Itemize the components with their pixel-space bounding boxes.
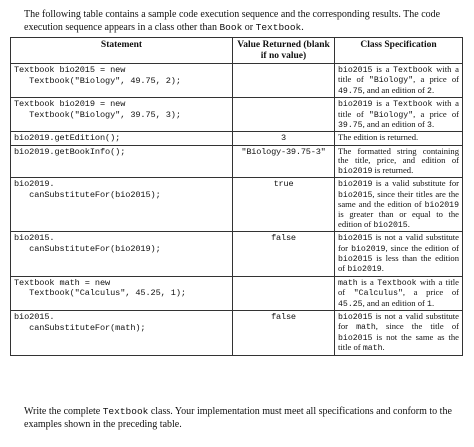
value-returned-cell: [233, 98, 335, 132]
execution-table: [10, 37, 463, 356]
instruction-paragraph: [24, 406, 456, 431]
spec-code: 1: [427, 299, 432, 309]
specification-cell: [335, 98, 463, 132]
spec-text: , a price of: [413, 108, 459, 119]
spec-text: , and an edition of: [362, 84, 428, 95]
intro-text-1: The following table contains a sample code execution sequence and the corresponding results. The code execution sequence appears in a class other than: [24, 9, 441, 33]
spec-text: , since the title of: [375, 321, 459, 332]
outro-code-textbook: Textbook: [102, 406, 149, 417]
intro-text-2: or: [242, 21, 256, 33]
spec-code: bio2015: [338, 190, 373, 200]
table-row: [11, 64, 463, 98]
table-row: [11, 276, 463, 310]
value-returned-cell: 3: [233, 132, 335, 146]
spec-text: , and an edition of: [362, 119, 428, 130]
spec-code: "Biology": [368, 110, 414, 120]
spec-code: bio2019: [347, 265, 382, 275]
spec-code: bio2015: [338, 313, 373, 323]
spec-code: 39.75: [338, 121, 363, 131]
spec-code: 45.25: [338, 299, 363, 309]
statement-cell: Textbook math = new Textbook("Calculus", 45.25, 1);: [11, 276, 233, 310]
spec-code: bio2015: [338, 66, 373, 75]
spec-text: .: [431, 84, 435, 95]
spec-text: is a valid substitute for: [372, 178, 459, 189]
spec-code: math: [338, 278, 358, 288]
spec-text: , since the edition of: [385, 242, 459, 253]
spec-code: Textbook: [393, 66, 433, 75]
statement-cell: Textbook bio2019 = new Textbook("Biology", 39.75, 3);: [11, 98, 233, 132]
spec-code: Textbook: [377, 278, 417, 288]
table-row: [11, 145, 463, 177]
table-row: [11, 232, 463, 277]
table-row: [11, 98, 463, 132]
header-statement: Statement: [11, 38, 233, 64]
spec-text: The edition is returned.: [338, 132, 419, 143]
value-returned-cell: true: [233, 178, 335, 232]
statement-cell: bio2019.getEdition();: [11, 132, 233, 146]
spec-text: , a price of: [413, 74, 459, 85]
spec-text: .: [382, 342, 385, 353]
spec-text: is greater than or equal to the edition of: [338, 209, 459, 229]
spec-code: math: [356, 323, 376, 333]
value-returned-cell: [233, 276, 335, 310]
spec-text: is a: [372, 64, 394, 74]
spec-text: is a: [357, 276, 378, 287]
spec-code: 49.75: [338, 86, 363, 96]
spec-code: 2: [427, 86, 432, 96]
spec-text: with a title of: [338, 64, 459, 85]
spec-text: is less than the edition of: [338, 253, 459, 274]
intro-code-textbook: Textbook: [255, 21, 302, 33]
table-row: [11, 311, 463, 356]
spec-code: bio2015: [338, 234, 373, 244]
specification-cell: [335, 232, 463, 277]
intro-paragraph: [24, 9, 454, 34]
spec-text: .: [431, 297, 435, 308]
specification-cell: [335, 145, 463, 177]
spec-code: bio2015: [373, 220, 408, 230]
spec-code: bio2019: [338, 166, 373, 176]
statement-cell: bio2019.getBookInfo();: [11, 145, 233, 177]
table-row: [11, 132, 463, 146]
specification-cell: [335, 64, 463, 98]
intro-text-3: .: [301, 21, 304, 33]
outro-text-2: class. Your implementation must meet all specifications and conform to the examples shown in the preceding table.: [24, 406, 452, 430]
statement-cell: bio2015. canSubstituteFor(math);: [11, 311, 233, 356]
spec-code: bio2019: [338, 100, 373, 110]
spec-code: bio2019: [351, 244, 386, 254]
spec-text: is a: [372, 98, 394, 109]
spec-text: is not a valid substitute for: [338, 232, 459, 253]
spec-text: The formatted string containing the title, price, and edition of: [338, 145, 459, 166]
spec-text: with a title of: [338, 276, 459, 298]
spec-code: math: [362, 344, 383, 354]
spec-code: 3: [427, 121, 432, 131]
specification-cell: [335, 276, 463, 310]
statement-cell: bio2015. canSubstituteFor(bio2019);: [11, 232, 233, 277]
value-returned-cell: false: [233, 311, 335, 356]
spec-text: , and an edition of: [362, 297, 428, 308]
spec-code: bio2019: [424, 200, 459, 210]
spec-text: , since their titles are the same and the edition of: [338, 188, 459, 209]
spec-text: with a title of: [338, 98, 459, 119]
spec-code: "Calculus": [353, 289, 403, 299]
value-returned-cell: "Biology-39.75-3": [233, 145, 335, 177]
spec-code: "Biology": [368, 76, 414, 86]
spec-text: , a price of: [402, 287, 459, 298]
spec-code: bio2015: [338, 255, 373, 264]
statement-cell: Textbook bio2015 = new Textbook("Biology", 49.75, 2);: [11, 64, 233, 98]
spec-text: .: [381, 263, 384, 274]
spec-code: Textbook: [393, 100, 433, 110]
specification-cell: [335, 311, 463, 356]
statement-cell: bio2019. canSubstituteFor(bio2015);: [11, 178, 233, 232]
outro-text-1: Write the complete: [24, 406, 103, 417]
value-returned-cell: false: [233, 232, 335, 277]
spec-text: is not the same as the title of: [338, 331, 459, 353]
specification-cell: [335, 178, 463, 232]
spec-code: bio2015: [338, 333, 373, 343]
table-row: [11, 178, 463, 232]
specification-cell: [335, 132, 463, 146]
spec-text: is not a valid substitute for: [338, 311, 459, 332]
intro-code-book: Book: [219, 21, 243, 33]
value-returned-cell: [233, 64, 335, 98]
header-value-returned: Value Returned (blank if no value): [233, 38, 335, 64]
table-header-row: [11, 38, 463, 64]
spec-text: is returned.: [372, 164, 414, 175]
spec-code: bio2019: [338, 180, 373, 190]
spec-text: .: [431, 119, 435, 130]
spec-text: .: [407, 218, 410, 229]
header-class-specification: Class Specification: [335, 38, 463, 64]
